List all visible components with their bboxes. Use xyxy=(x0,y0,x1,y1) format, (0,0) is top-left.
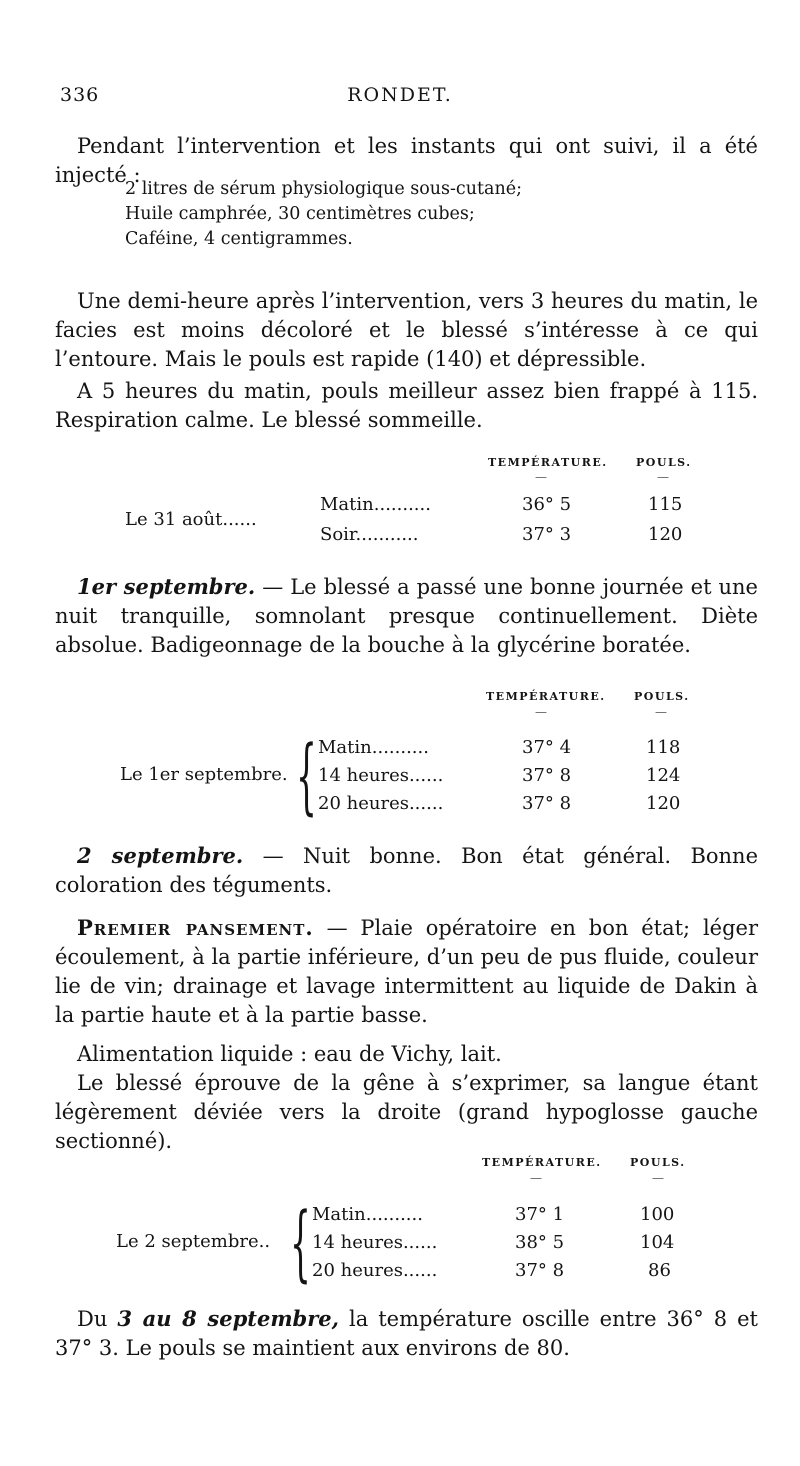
paragraph-text: la température oscille entre 36° 8 et 37° 3. Le pouls se maintient aux environs de 80. xyxy=(55,1307,758,1360)
table-time: 20 heures...... xyxy=(312,1260,438,1281)
table-time: Soir........... xyxy=(320,524,419,545)
table-temperature: 38° 5 xyxy=(515,1232,565,1253)
list-item: Huile camphrée, 30 centimètres cubes; xyxy=(125,204,475,224)
paragraph-half-hour: Une demi-heure après l’intervention, vers 3 heures du matin, le facies est moins décoloré et le blessé s’intéresse à ce qui l’entoure. Mais le pouls est rapide (140) et dépressible. xyxy=(55,289,758,371)
paragraph-text: — Le blessé a passé une bonne journée et une nuit tranquille, somnolant presque continuellement. Diète absolue. Badigeonnage de la bouche à la glycérine boratée. xyxy=(55,575,758,657)
column-header-temperature: TEMPÉRATURE. xyxy=(486,690,606,703)
brace-icon: { xyxy=(290,1196,311,1291)
table-date-label: Le 31 août...... xyxy=(125,509,257,530)
paragraph-alimentation: Alimentation liquide : eau de Vichy, lait. xyxy=(77,1042,502,1066)
column-header-pouls: POULS. xyxy=(634,690,690,703)
paragraph-langue: Le blessé éprouve de la gêne à s’exprimer, sa langue étant légèrement déviée vers la droite (grand hypoglosse gauche sectionné). xyxy=(55,1071,758,1153)
table-time: Matin.......... xyxy=(318,737,429,758)
table-temperature: 37° 8 xyxy=(522,765,572,786)
table-temperature: 37° 8 xyxy=(522,793,572,814)
paragraph-five-hours: A 5 heures du matin, pouls meilleur assez bien frappé à 115. Respiration calme. Le blessé sommeille. xyxy=(55,379,758,432)
table-pouls: 100 xyxy=(640,1204,675,1225)
list-item: Caféine, 4 centigrammes. xyxy=(125,229,353,249)
paragraph-sept-1 xyxy=(55,572,758,660)
column-dash: — xyxy=(530,1171,542,1185)
table-temperature: 37° 3 xyxy=(522,524,572,545)
section-heading: Premier pansement. xyxy=(77,915,314,940)
table-pouls: 120 xyxy=(646,793,681,814)
column-header-temperature: TEMPÉRATURE. xyxy=(482,1156,602,1169)
paragraph-intervention: Pendant l’intervention et les instants qui ont suivi, il a été injecté : xyxy=(55,134,758,187)
column-dash: — xyxy=(535,470,547,484)
date-label: 2 septembre. xyxy=(77,843,244,868)
column-header-pouls: POULS. xyxy=(630,1156,686,1169)
column-header-temperature: TEMPÉRATURE. xyxy=(488,456,608,469)
date-label: 3 au 8 septembre, xyxy=(117,1306,339,1331)
table-pouls: 115 xyxy=(648,494,683,515)
table-temperature: 37° 8 xyxy=(515,1260,565,1281)
column-header-pouls: POULS. xyxy=(636,456,692,469)
column-dash: — xyxy=(655,705,667,719)
table-temperature: 37° 1 xyxy=(515,1204,565,1225)
brace-icon: { xyxy=(296,729,317,824)
column-dash: — xyxy=(657,470,669,484)
table-temperature: 36° 5 xyxy=(522,494,572,515)
page-header xyxy=(60,84,740,114)
paragraph-premier-pansement xyxy=(55,913,758,1030)
running-head: RONDET. xyxy=(347,84,453,106)
table-pouls: 118 xyxy=(646,737,681,758)
table-time: Matin.......... xyxy=(312,1204,423,1225)
table-time: Matin.......... xyxy=(320,494,431,515)
table-pouls: 86 xyxy=(648,1260,671,1281)
page-number: 336 xyxy=(60,84,100,106)
table-date-label: Le 1er septembre. xyxy=(120,764,288,785)
column-dash: — xyxy=(652,1171,664,1185)
table-time: 14 heures...... xyxy=(312,1232,438,1253)
paragraph-text: — Plaie opératoire en bon état; léger écoulement, à la partie inférieure, d’un peu de pus fluide, couleur lie de vin; drainage et lavage intermittent au liquide de Dakin à la partie haute et à la partie basse. xyxy=(55,916,758,1027)
date-label: 1er septembre. xyxy=(77,574,256,599)
table-pouls: 120 xyxy=(648,524,683,545)
table-time: 14 heures...... xyxy=(318,765,444,786)
table-temperature: 37° 4 xyxy=(522,737,572,758)
table-pouls: 104 xyxy=(640,1232,675,1253)
paragraph-text: Du xyxy=(77,1307,118,1331)
table-date-label: Le 2 septembre.. xyxy=(116,1231,271,1252)
paragraph-sept-3-8 xyxy=(55,1304,758,1363)
paragraph-text: — Nuit bonne. Bon état général. Bonne coloration des téguments. xyxy=(55,844,758,897)
table-pouls: 124 xyxy=(646,765,681,786)
column-dash: — xyxy=(535,705,547,719)
table-time: 20 heures...... xyxy=(318,793,444,814)
injection-list xyxy=(125,177,522,252)
list-item: 2 litres de sérum physiologique sous-cutané; xyxy=(125,179,522,199)
paragraph-sept-2 xyxy=(55,841,758,900)
